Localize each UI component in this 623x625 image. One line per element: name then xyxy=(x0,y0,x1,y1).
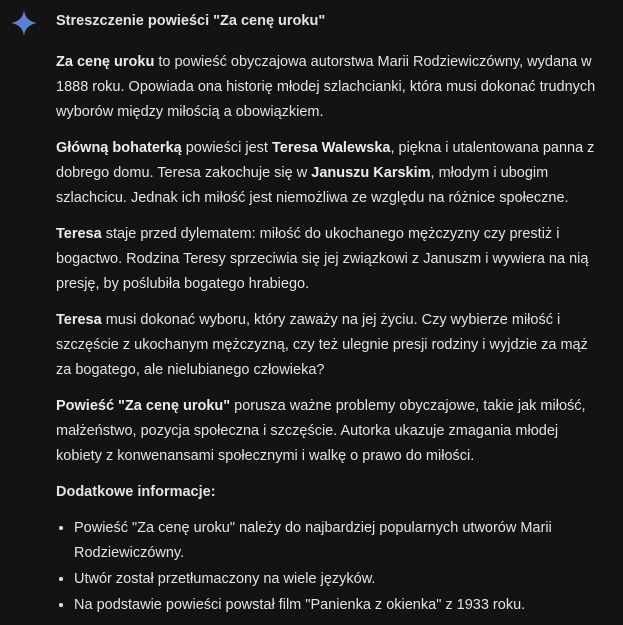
list-item: • Utwór został przetłumaczony na wiele języków. xyxy=(74,566,604,592)
list-item: • Powieść "Za cenę uroku" należy do najbardziej popularnych utworów Marii Rodziewiczówny. xyxy=(74,515,604,566)
paragraph-text: powieści jest xyxy=(181,140,272,156)
sparkle-icon xyxy=(10,9,38,37)
paragraph-text: porusza ważne problemy obyczajowe, takie jak miłość, małżeństwo, pozycja społeczna i szczęście. Autorka ukazuje zmagania młodej kobiety z konwenansami społecznymi i walkę o prawo do miłości. xyxy=(56,398,586,464)
response-title: Streszczenie powieści "Za cenę uroku" xyxy=(56,13,326,29)
paragraph-themes xyxy=(56,394,604,469)
paragraph-text: , młodym i ubogim szlachcicu. Jednak ich miłość jest niemożliwa ze względu na różnice społeczne. xyxy=(56,165,569,206)
extra-info-list xyxy=(56,515,604,618)
bold-text: Główną bohaterką xyxy=(56,140,182,156)
bold-text: Teresa xyxy=(56,312,102,328)
bold-text: Januszu Karskim xyxy=(311,165,431,181)
response-body xyxy=(56,11,604,618)
paragraph-dilemma xyxy=(56,222,604,297)
bold-text: Powieść "Za cenę uroku" xyxy=(56,398,231,414)
bold-text: Za cenę uroku xyxy=(56,54,155,70)
bold-text: Teresa xyxy=(56,226,102,242)
paragraph-text: musi dokonać wyboru, który zaważy na jej życiu. Czy wybierze miłość i szczęście z ukochanym mężczyzną, czy też ulegnie presji rodziny i wyjdzie za mąż za bogatego, ale nielubianego człowieka? xyxy=(56,312,588,378)
paragraph-intro xyxy=(56,50,604,125)
extra-info-heading: Dodatkowe informacje: xyxy=(56,484,216,500)
paragraph-text: staje przed dylematem: miłość do ukochanego mężczyzny czy prestiż i bogactwo. Rodzina Teresy sprzeciwia się jej związkowi z Januszm i wywiera na nią presję, by poślubiła bogatego hrabiego. xyxy=(56,226,589,292)
paragraph-text: , piękna i utalentowana panna z dobrego domu. Teresa zakochuje się w xyxy=(56,140,595,181)
paragraph-choice xyxy=(56,308,604,383)
paragraph-text: to powieść obyczajowa autorstwa Marii Rodziewiczówny, wydana w 1888 roku. Opowiada ona historię młodej szlachcianki, która musi dokonać trudnych wyborów między miłością a obowiązkiem. xyxy=(56,54,596,120)
paragraph-heroine xyxy=(56,136,604,211)
list-item: • Na podstawie powieści powstał film "Panienka z okienka" z 1933 roku. xyxy=(74,592,604,618)
bold-text: Teresa Walewska xyxy=(271,140,391,156)
